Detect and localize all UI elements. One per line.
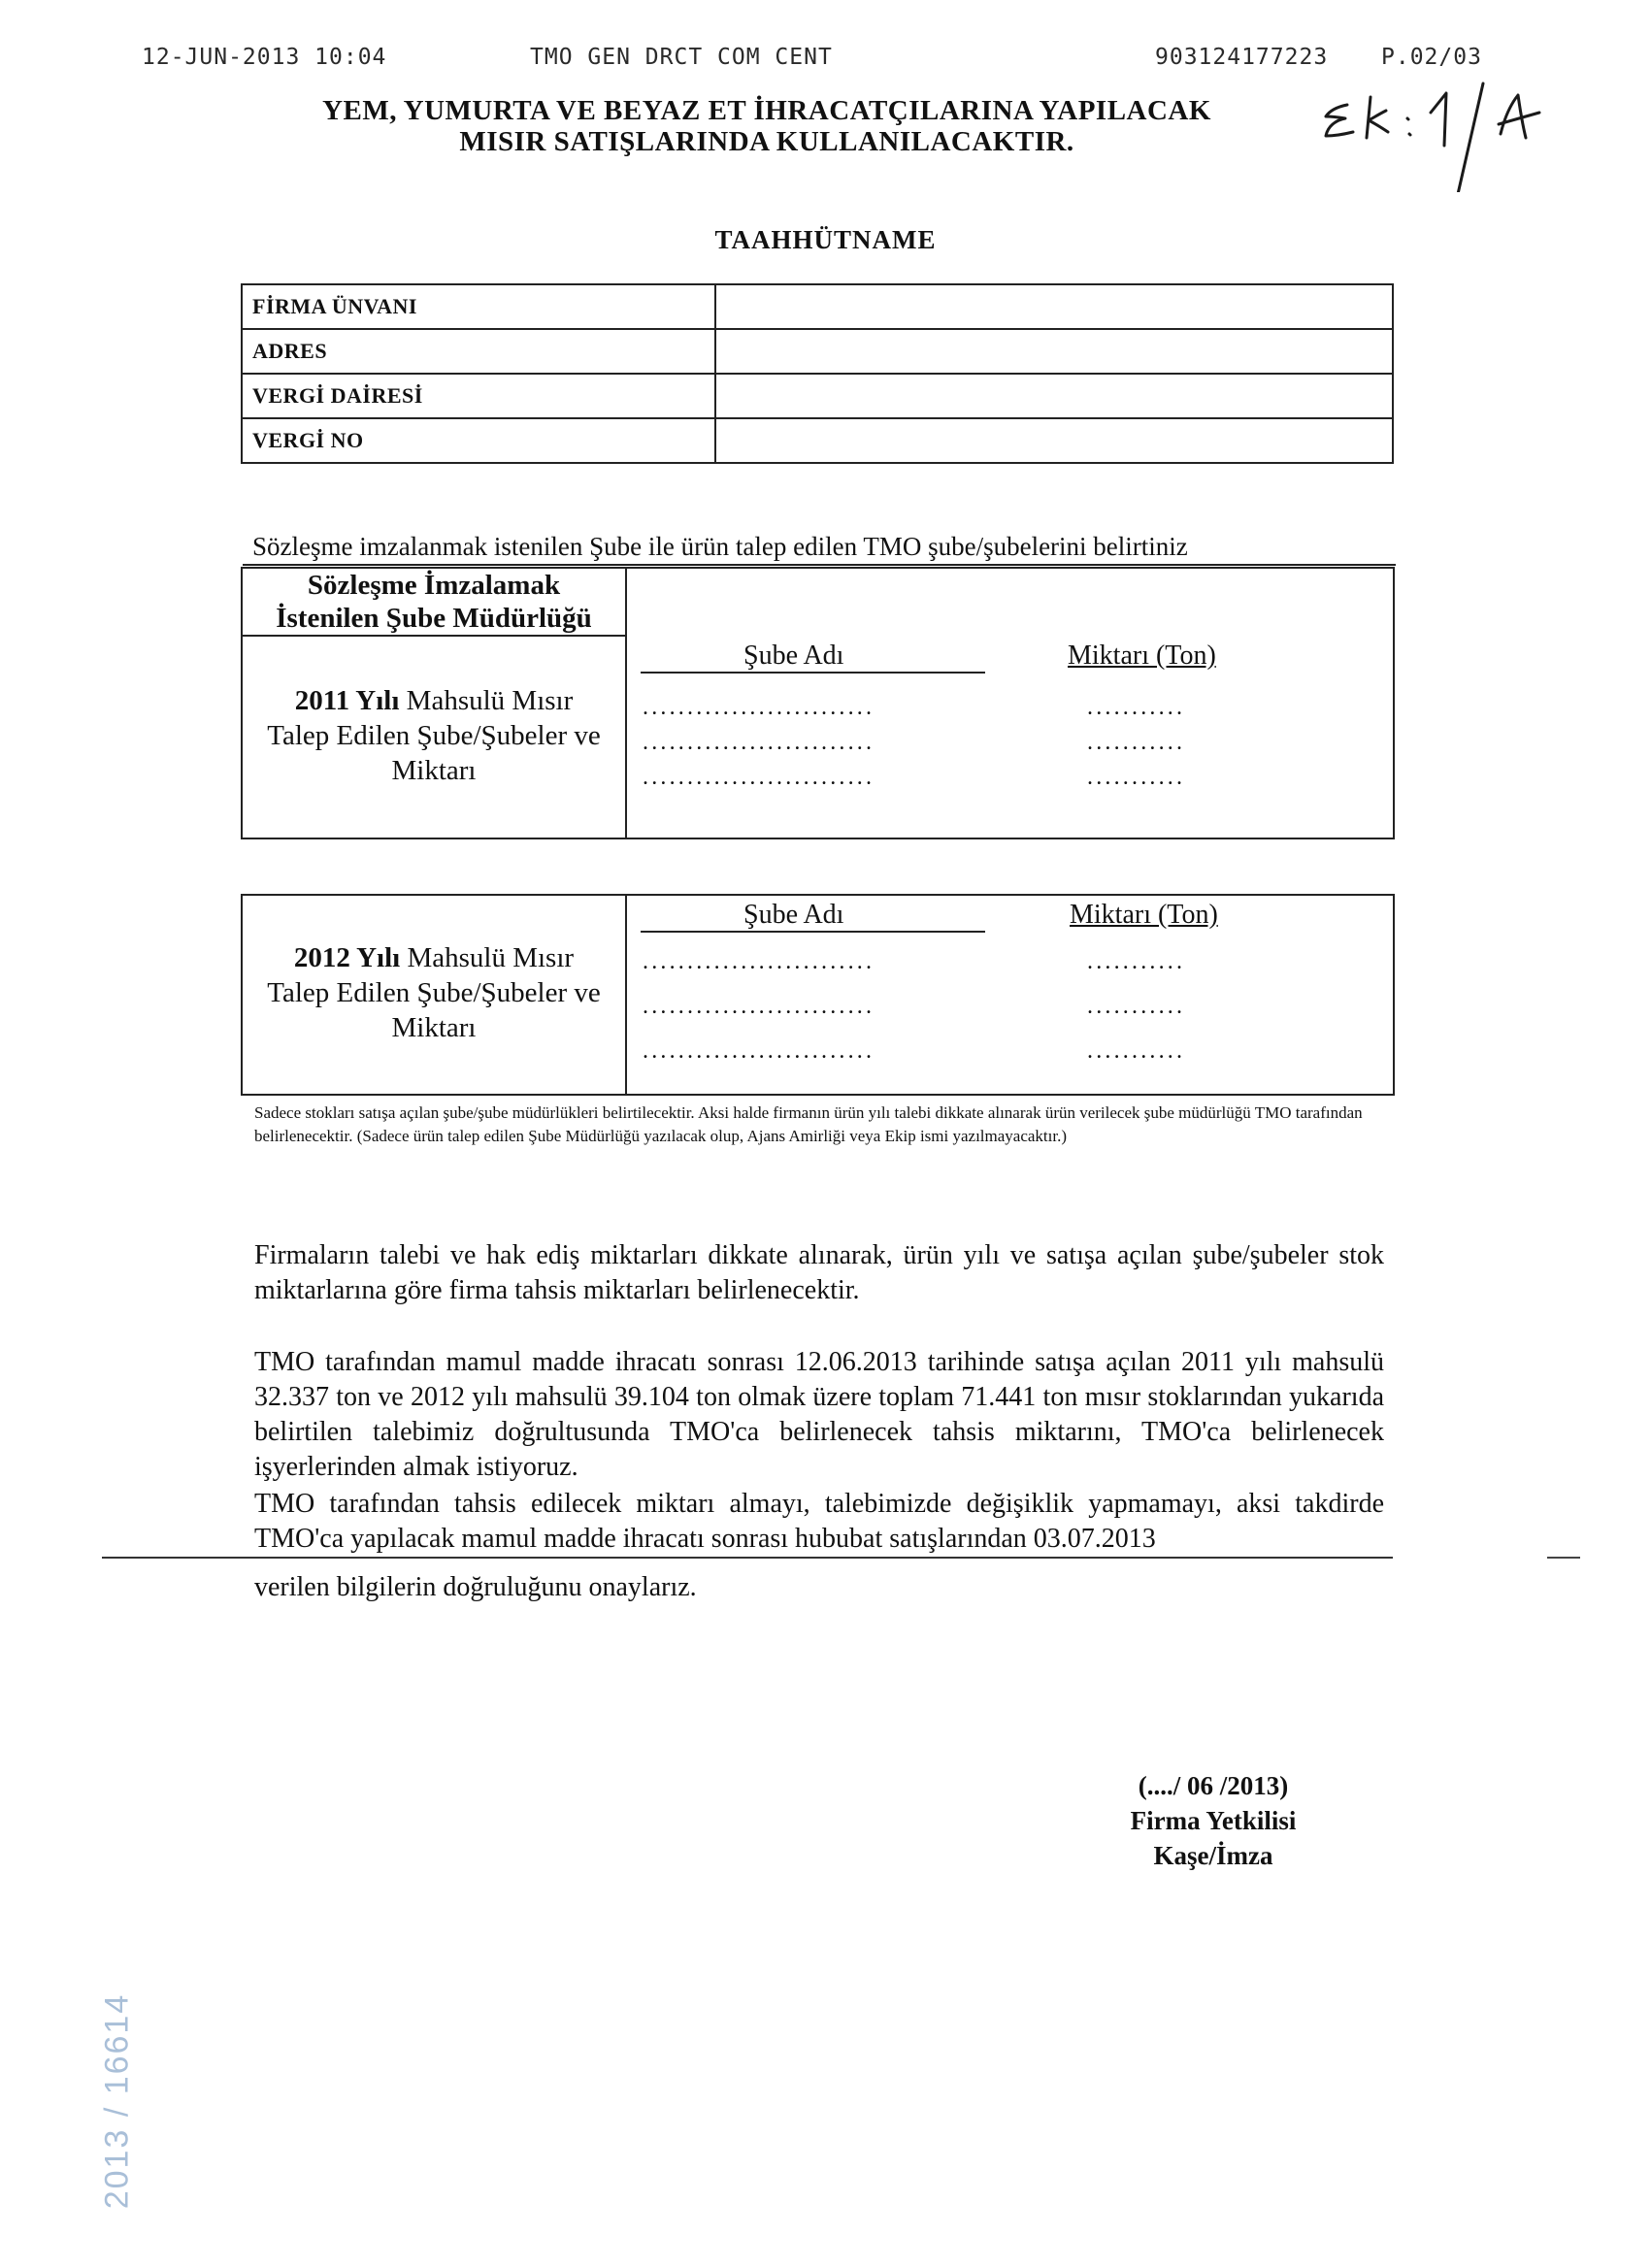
box1-branch-name-header: Şube Adı — [743, 641, 844, 671]
address-row — [242, 329, 1393, 374]
address-label: ADRES — [242, 329, 715, 374]
signature-title: Firma Yetkilisi — [1130, 1806, 1297, 1835]
contract-branch-label-line-1: Sözleşme İmzalamak — [307, 570, 561, 601]
box2-quantity-header: Miktarı (Ton) — [1070, 900, 1218, 930]
fax-page-number: P.02/03 — [1381, 45, 1482, 70]
harvest-2011-line-3: Miktarı — [391, 755, 477, 786]
harvest-2011-quantity-entry-1[interactable]: ........... — [1087, 695, 1186, 720]
tax-office-row — [242, 374, 1393, 418]
fax-date-time: 12-JUN-2013 10:04 — [142, 45, 387, 70]
harvest-2011-quantity-entry-3[interactable]: ........... — [1087, 765, 1186, 790]
box1-column-divider — [625, 569, 627, 838]
harvest-2011-year: 2011 Yılı — [294, 685, 400, 716]
firm-name-row — [242, 284, 1393, 329]
harvest-2012-line-3: Miktarı — [391, 1012, 477, 1043]
harvest-2011-line-2: Talep Edilen Şube/Şubeler ve — [267, 720, 601, 751]
fax-sender: TMO GEN DRCT COM CENT — [530, 45, 833, 70]
signature-date: (..../ 06 /2013) — [1138, 1771, 1289, 1800]
harvest-2011-quantity-entry-2[interactable]: ........... — [1087, 730, 1186, 755]
harvest-2011-description — [243, 683, 625, 788]
box1-row-divider — [243, 635, 625, 637]
tax-number-label: VERGİ NO — [242, 418, 715, 463]
headline-line-1: YEM, YUMURTA VE BEYAZ ET İHRACATÇILARINA YAPILACAK — [322, 95, 1211, 126]
harvest-2012-branch-entry-1[interactable]: .......................... — [643, 949, 875, 974]
headline-line-2: MISIR SATIŞLARINDA KULLANILACAKTIR. — [459, 126, 1074, 157]
harvest-2011-line-1 — [243, 683, 625, 718]
tax-number-field[interactable] — [715, 418, 1393, 463]
box2-column-divider — [625, 896, 627, 1094]
paragraph-commitment: TMO tarafından tahsis edilecek miktarı almayı, talebimizde değişiklik yapmamayı, aksi takdirde TMO'ca yapılacak mamul madde ihracatı sonrası hububat satışlarından 03.07.2013 — [254, 1489, 1384, 1554]
harvest-2012-quantity-entry-1[interactable]: ........... — [1087, 949, 1186, 974]
harvest-2011-branch-entry-3[interactable]: .......................... — [643, 765, 875, 790]
registry-number: 2013 / 16614 — [98, 1992, 136, 2210]
harvest-2011-branch-entry-2[interactable]: .......................... — [643, 730, 875, 755]
paragraph-allocation: Firmaların talebi ve hak ediş miktarları dikkate alınarak, ürün yılı ve satışa açılan şube/şubeler stok miktarlarına göre firma tahsis miktarları belirlenecektir. — [254, 1240, 1384, 1305]
harvest-2011-branch-entry-1[interactable]: .......................... — [643, 695, 875, 720]
document-title: TAAHHÜTNAME — [714, 225, 937, 254]
box2-branch-header-underline — [641, 931, 985, 933]
paragraph-stock-details: TMO tarafından mamul madde ihracatı sonrası 12.06.2013 tarihinde satışa açılan 2011 yılı mahsulü 32.337 ton ve 2012 yılı mahsulü 39.104 ton olmak üzere toplam 71.441 ton mısır stoklarından yukarıda belirtilen talebimiz doğrultusunda TMO'ca belirlenecek tahsis miktarını, TMO'ca belirlenecek işyerlerinden almak istiyoruz. — [254, 1347, 1384, 1482]
harvest-2011-box — [241, 567, 1395, 839]
harvest-2012-branch-entry-2[interactable]: .......................... — [643, 994, 875, 1019]
fax-phone: 903124177223 — [1155, 45, 1329, 70]
tax-number-row — [242, 418, 1393, 463]
box2-branch-name-header: Şube Adı — [743, 900, 844, 930]
firm-name-label: FİRMA ÜNVANI — [242, 284, 715, 329]
branch-footnote: Sadece stokları satışa açılan şube/şube müdürlükleri belirtilecektir. Aksi halde firmanın ürün yılı talebi dikkate alınarak ürün verilecek şube müdürlüğü TMO tarafından belirlenecektir. (Sadece ürün talep edilen Şube Müdürlüğü yazılacak olup, Ajans Amirliği veya Ekip ismi yazılmayacaktır.) — [254, 1103, 1363, 1145]
instruction-divider — [243, 564, 1396, 566]
signature-block — [1068, 1768, 1359, 1873]
harvest-2012-line-1 — [243, 940, 625, 975]
registry-stamp — [93, 1980, 142, 2222]
box1-branch-header-underline — [641, 672, 985, 674]
harvest-2012-crop: Mahsulü Mısır — [400, 942, 575, 973]
signature-seal: Kaşe/İmza — [1153, 1841, 1273, 1870]
handwritten-annex-note — [1310, 76, 1563, 192]
branch-instruction: Sözleşme imzalanmak istenilen Şube ile ürün talep edilen TMO şube/şubelerini belirtiniz — [252, 532, 1188, 561]
contract-branch-field[interactable] — [629, 573, 1386, 631]
harvest-2012-year: 2012 Yılı — [293, 942, 401, 973]
contract-branch-label — [243, 569, 625, 635]
tax-office-label: VERGİ DAİRESİ — [242, 374, 715, 418]
harvest-2012-branch-entry-3[interactable]: .......................... — [643, 1038, 875, 1064]
firm-info-table — [241, 283, 1394, 464]
harvest-2012-box — [241, 894, 1395, 1096]
harvest-2012-line-2: Talep Edilen Şube/Şubeler ve — [267, 977, 601, 1008]
box1-quantity-header: Miktarı (Ton) — [1068, 641, 1216, 671]
harvest-2011-crop: Mahsulü Mısır — [399, 685, 574, 716]
harvest-2012-quantity-entry-2[interactable]: ........... — [1087, 994, 1186, 1019]
paragraph-confirmation: verilen bilgilerin doğruluğunu onaylarız. — [254, 1572, 697, 1602]
harvest-2012-description — [243, 940, 625, 1045]
fax-cut-dash — [1547, 1557, 1580, 1559]
harvest-2012-quantity-entry-3[interactable]: ........... — [1087, 1038, 1186, 1064]
document-headline — [243, 95, 1291, 157]
fax-cut-line — [102, 1557, 1393, 1559]
tax-office-field[interactable] — [715, 374, 1393, 418]
firm-name-field[interactable] — [715, 284, 1393, 329]
address-field[interactable] — [715, 329, 1393, 374]
contract-branch-label-line-2: İstenilen Şube Müdürlüğü — [276, 603, 592, 634]
